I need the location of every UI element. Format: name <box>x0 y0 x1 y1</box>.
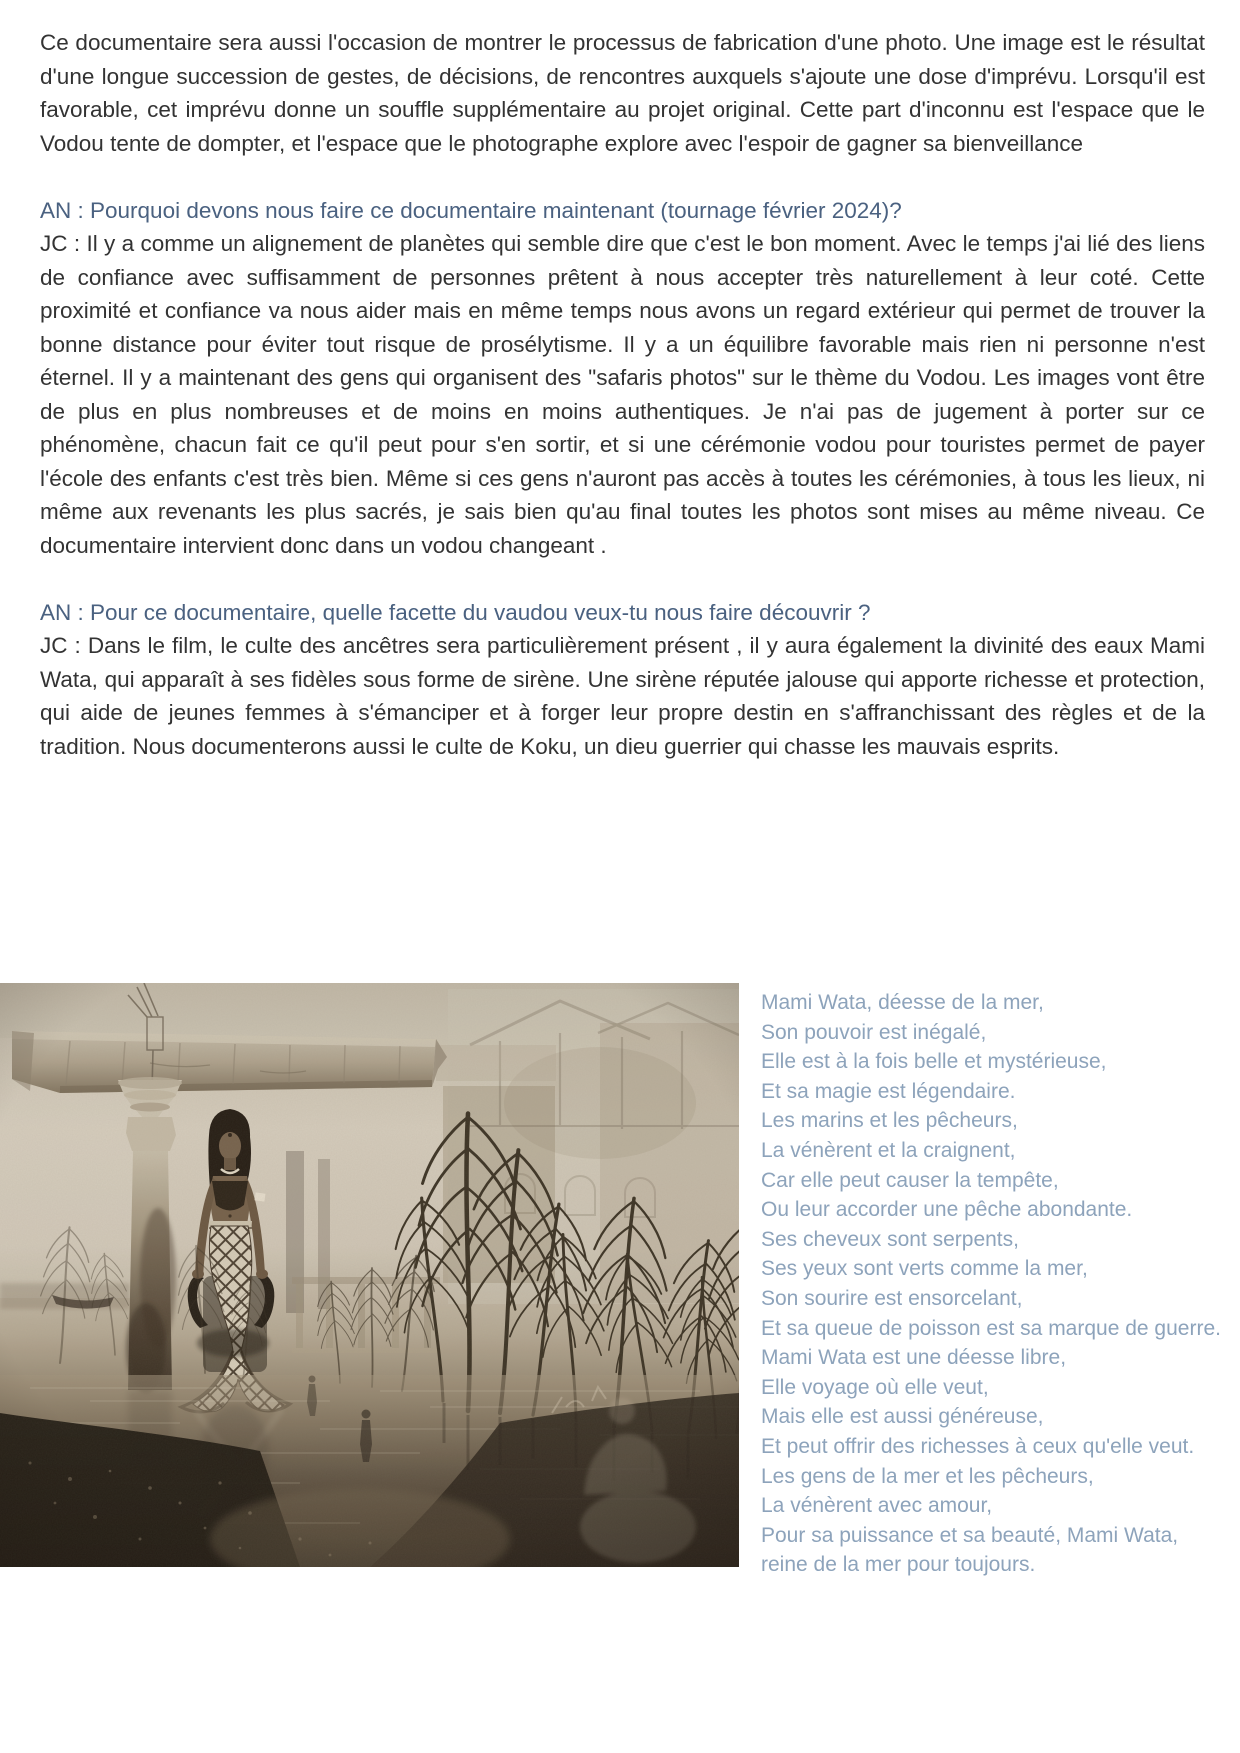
poem-line: Elle est à la fois belle et mystérieuse, <box>761 1050 1107 1074</box>
photo-caption <box>0 1567 1 1568</box>
poem-line: Les gens de la mer et les pêcheurs, <box>761 1464 1094 1488</box>
question-2: AN : Pour ce documentaire, quelle facette du vaudou veux-tu nous faire découvrir ? <box>40 599 871 625</box>
poem-line: Et sa magie est légendaire. <box>761 1079 1016 1103</box>
poem-line: Mais elle est aussi généreuse, <box>761 1405 1044 1429</box>
poem-line: Mami Wata, déesse de la mer, <box>761 991 1044 1014</box>
poem-line: Ses cheveux sont serpents, <box>761 1227 1019 1251</box>
interview-text <box>40 26 1205 763</box>
poem-line: Son sourire est ensorcelant, <box>761 1286 1023 1310</box>
question-1: AN : Pourquoi devons nous faire ce documentaire maintenant (tournage février 2024)? <box>40 197 902 223</box>
poem-line: Pour sa puissance et sa beauté, Mami Wata, <box>761 1523 1179 1547</box>
mami-wata-photo <box>0 983 739 1567</box>
poem-line: Son pouvoir est inégalé, <box>761 1020 987 1044</box>
poem-line: reine de la mer pour toujours. <box>761 1553 1036 1577</box>
photo-svg <box>0 983 739 1567</box>
poem-line: Et peut offrir des richesses à ceux qu'elle veut. <box>761 1434 1195 1458</box>
mami-wata-poem <box>761 988 1236 1580</box>
answer-2: JC : Dans le film, le culte des ancêtres sera particulièrement présent , il y aura également la divinité des eaux Mami Wata, qui apparaît à ses fidèles sous forme de sirène. Une sirène réputée jalouse qui apporte richesse et protection, qui aide de jeunes femmes à s'émanciper et à forger leur propre destin en s'affranchissant des règles et de la tradition. Nous documenterons aussi le culte de Koku, un dieu guerrier qui chasse les mauvais esprits. <box>40 633 1205 759</box>
poem-line: Car elle peut causer la tempête, <box>761 1168 1059 1192</box>
poem-line: Et sa queue de poisson est sa marque de guerre. <box>761 1316 1221 1340</box>
poem-line: Ses yeux sont verts comme la mer, <box>761 1257 1088 1281</box>
poem-line: Les marins et les pêcheurs, <box>761 1109 1018 1133</box>
photo-vignette <box>0 983 739 1567</box>
poem-line: Mami Wata est une déesse libre, <box>761 1346 1067 1370</box>
poem-line: La vénèrent avec amour, <box>761 1494 993 1518</box>
poem-line: Ou leur accorder une pêche abondante. <box>761 1198 1133 1222</box>
poem-line: La vénèrent et la craignent, <box>761 1138 1016 1162</box>
poem-line: Elle voyage où elle veut, <box>761 1375 989 1399</box>
answer-1: JC : Il y a comme un alignement de planètes qui semble dire que c'est le bon moment. Avec le temps j'ai lié des liens de confiance avec suffisamment de personnes prêtent à nous accepter très naturellement à leur coté. Cette proximité et confiance va nous aider mais en même temps nous avons un regard extérieur qui permet de trouver la bonne distance pour éviter tout risque de prosélytisme. Il y a un équilibre favorable mais rien ni personne n'est éternel. Il y a maintenant des gens qui organisent des "safaris photos" sur le thème du Vodou. Les images vont être de plus en plus nombreuses et de moins en moins authentiques. Je n'ai pas de jugement à porter sur ce phénomène, chacun fait ce qu'il peut pour s'en sortir, et si une cérémonie vodou pour touristes permet de payer l'école des enfants c'est très bien. Même si ces gens n'auront pas accès à toutes les cérémonies, à tous les lieux, ni même aux revenants les plus sacrés, je sais bien qu'au final toutes les photos sont mises au même niveau. Ce documentaire intervient donc dans un vodou changeant . <box>40 231 1205 558</box>
intro-paragraph: Ce documentaire sera aussi l'occasion de montrer le processus de fabrication d'une photo. Une image est le résultat d'une longue succession de gestes, de décisions, de rencontres auxquels s'ajoute une dose d'imprévu. Lorsqu'il est favorable, cet imprévu donne un souffle supplémentaire au projet original. Cette part d'inconnu est l'espace que le Vodou tente de dompter, et l'espace que le photographe explore avec l'espoir de gagner sa bienveillance <box>40 30 1205 156</box>
